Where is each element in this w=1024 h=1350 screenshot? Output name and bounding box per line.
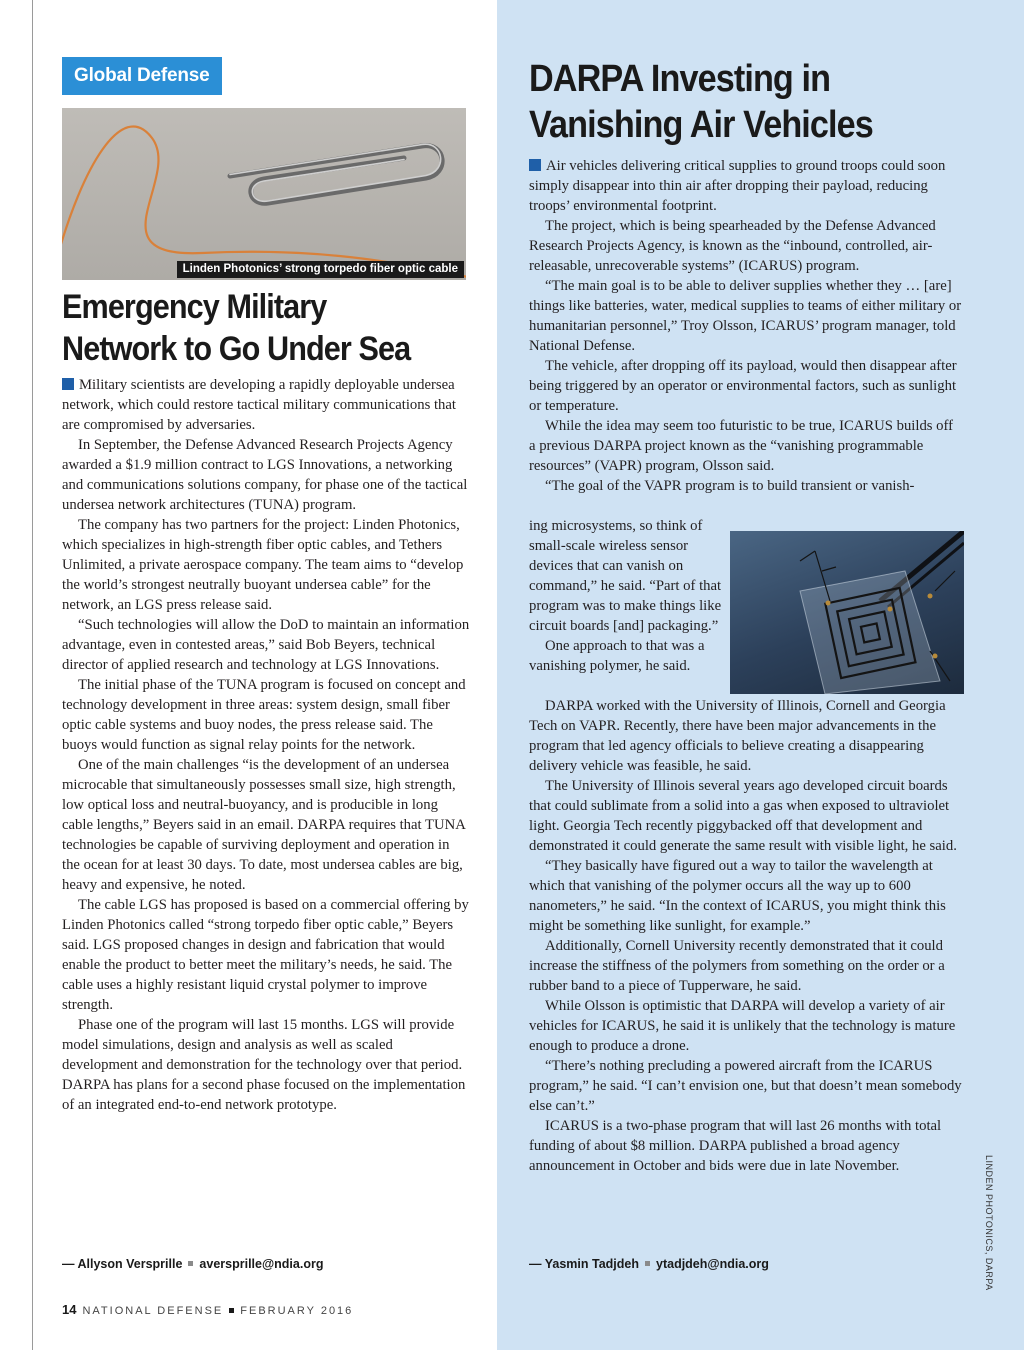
- left-headline-line-1: Emergency Military: [62, 288, 327, 326]
- right-paragraph: “They basically have figured out a way to tailor the wavelength at which that vanishing of the polymer occurs all the way up to 600 nanometers,” he said. “In the context of ICARUS, you might think this might be something like sunlight, for example.”: [529, 858, 946, 934]
- right-headline: [529, 56, 873, 148]
- left-headline-line-2: Network to Go Under Sea: [62, 330, 411, 368]
- right-headline-line-2: Vanishing Air Vehicles: [529, 104, 873, 146]
- spiral-circuit-illustration: [730, 531, 964, 694]
- right-paragraph: ICARUS is a two-phase program that will last 26 months with total funding of about $8 million. DARPA published a broad agency announcement in October and bids were due in late November.: [529, 1118, 942, 1174]
- right-paragraph: Additionally, Cornell University recently demonstrated that it could increase the stiffness of the polymers from something on the order or a rubber band to a piece of Tupperware, he said.: [529, 938, 945, 994]
- section-tag: Global Defense: [62, 57, 222, 95]
- left-article-body: [62, 375, 470, 1115]
- left-paragraph: Military scientists are developing a rapidly deployable undersea network, which could restore tactical military communications that are compromised by adversaries.: [62, 377, 456, 433]
- left-paragraph: The company has two partners for the project: Linden Photonics, which specializes in high-strength fiber optic cables, and Tethers Unlimited, a private aerospace company. The team aims to “develop the world’s strongest neutrally buoyant undersea cable” for the network, an LGS press release said.: [62, 517, 464, 613]
- page-number: 14: [62, 1302, 77, 1317]
- right-article-body-top: [529, 156, 962, 496]
- page-margin-rule: [32, 0, 33, 1350]
- right-headline-line-1: DARPA Investing in: [529, 58, 831, 100]
- vanishing-circuit-photo: [730, 531, 964, 694]
- right-paragraph: “There’s nothing precluding a powered aircraft from the ICARUS program,” he said. “I can’t envision one, but that doesn’t mean somebody else can’t.”: [529, 1058, 962, 1114]
- right-paragraph: While Olsson is optimistic that DARPA will develop a variety of air vehicles for ICARUS, he said it is unlikely that the technology is mature enough to produce a drone.: [529, 998, 956, 1054]
- left-byline-email: aversprille@ndia.org: [199, 1257, 324, 1271]
- cable-photo: [62, 108, 466, 280]
- left-paragraph: “Such technologies will allow the DoD to maintain an information advantage, even in contested areas,” said Bob Beyers, technical director of applied research and technology at LGS Innovations.: [62, 617, 470, 673]
- article-start-square-icon: [529, 159, 541, 171]
- right-paragraph: The vehicle, after dropping off its payload, would then disappear after being triggered by an operator or environmental factors, such as sunlight or temperature.: [529, 358, 957, 414]
- right-byline-author: — Yasmin Tadjdeh: [529, 1257, 639, 1271]
- left-byline-author: — Allyson Versprille: [62, 1257, 183, 1271]
- byline-separator: [188, 1261, 193, 1266]
- right-paragraph: The project, which is being spearheaded by the Defense Advanced Research Projects Agency, is known as the “inbound, controlled, air-releasable, unrecoverable systems” (ICARUS) program.: [529, 218, 936, 274]
- left-paragraph: The cable LGS has proposed is based on a commercial offering by Linden Photonics called “strong torpedo fiber optic cable,” Beyers said. LGS proposed changes in design and fabrication that would enable the product to better meet the military’s needs, he said. The cable uses a highly resistant liquid crystal polymer to improve strength.: [62, 897, 469, 1013]
- right-article-body-bottom: [529, 696, 962, 1176]
- right-paragraph: ing microsystems, so think of small-scale wireless sensor devices that can vanish on command,” he said. “Part of that program was to make things like circuit boards [and] packaging.”: [529, 518, 722, 634]
- byline-separator: [645, 1261, 650, 1266]
- right-paragraph: “The goal of the VAPR program is to build transient or vanish-: [545, 478, 915, 494]
- right-paragraph: While the idea may seem too futuristic to be true, ICARUS builds off a previous DARPA project known as the “vanishing programmable resources” (VAPR) program, Olsson said.: [529, 418, 954, 474]
- left-paragraph: One of the main challenges “is the development of an undersea microcable that simultaneously possesses small size, high strength, low optical loss and neutral-buoyancy, and is producible in long cable lengths,” Beyers said in an email. DARPA requires that TUNA technologies be capable of surviving deployment and operation in the ocean for at least 30 days. To date, most undersea cables are big, heavy and expensive, he noted.: [62, 757, 466, 893]
- photo-caption: Linden Photonics’ strong torpedo fiber optic cable: [177, 261, 464, 278]
- left-paragraph: In September, the Defense Advanced Research Projects Agency awarded a $1.9 million contract to LGS Innovations, a networking and communications solutions company, for phase one of the tactical undersea network architectures (TUNA) program.: [62, 437, 468, 513]
- right-paragraph: The University of Illinois several years ago developed circuit boards that could sublimate from a solid into a gas when exposed to ultraviolet light. Georgia Tech recently piggybacked off that development and demonstrated it could generate the same result with visible light, he said.: [529, 778, 957, 854]
- left-byline: [62, 1257, 323, 1271]
- left-headline: [62, 286, 410, 370]
- right-article-body-narrow: [529, 516, 724, 676]
- right-paragraph: Air vehicles delivering critical supplies to ground troops could soon simply disappear into thin air after dropping their payload, reducing troops’ environmental footprint.: [529, 158, 946, 214]
- paper-clip-and-cable-illustration: [62, 108, 466, 280]
- issue-date: FEBRUARY 2016: [240, 1305, 354, 1317]
- right-paragraph: One approach to that was a vanishing polymer, he said.: [529, 638, 705, 674]
- page-footer: [62, 1302, 353, 1317]
- right-paragraph: “The main goal is to be able to deliver supplies whether they … [are] things like batteries, water, medical supplies to teams of either military or humanitarian personnel,” Troy Olsson, ICARUS’ program manager, told National Defense.: [529, 278, 962, 354]
- right-paragraph: DARPA worked with the University of Illinois, Cornell and Georgia Tech on VAPR. Recently, there have been major advancements in the program that led agency officials to believe creating a disappearing delivery vehicle was feasible, he said.: [529, 698, 946, 774]
- left-paragraph: Phase one of the program will last 15 months. LGS will provide model simulations, design and analysis as well as scaled development and demonstration for the technology over that period. DARPA has plans for a second phase focused on the implementation of an integrated end-to-end network prototype.: [62, 1017, 466, 1113]
- right-byline: [529, 1257, 769, 1271]
- left-paragraph: The initial phase of the TUNA program is focused on concept and technology development in three areas: system design, small fiber optic cable systems and buoy nodes, the press release said. The buoys would function as signal relay points for the network.: [62, 677, 466, 753]
- article-start-square-icon: [62, 378, 74, 390]
- right-byline-email: ytadjdeh@ndia.org: [656, 1257, 769, 1271]
- footer-separator: [229, 1308, 234, 1313]
- photo-credit: LINDEN PHOTONICS, DARPA: [984, 1155, 994, 1291]
- publication-name: NATIONAL DEFENSE: [82, 1305, 224, 1317]
